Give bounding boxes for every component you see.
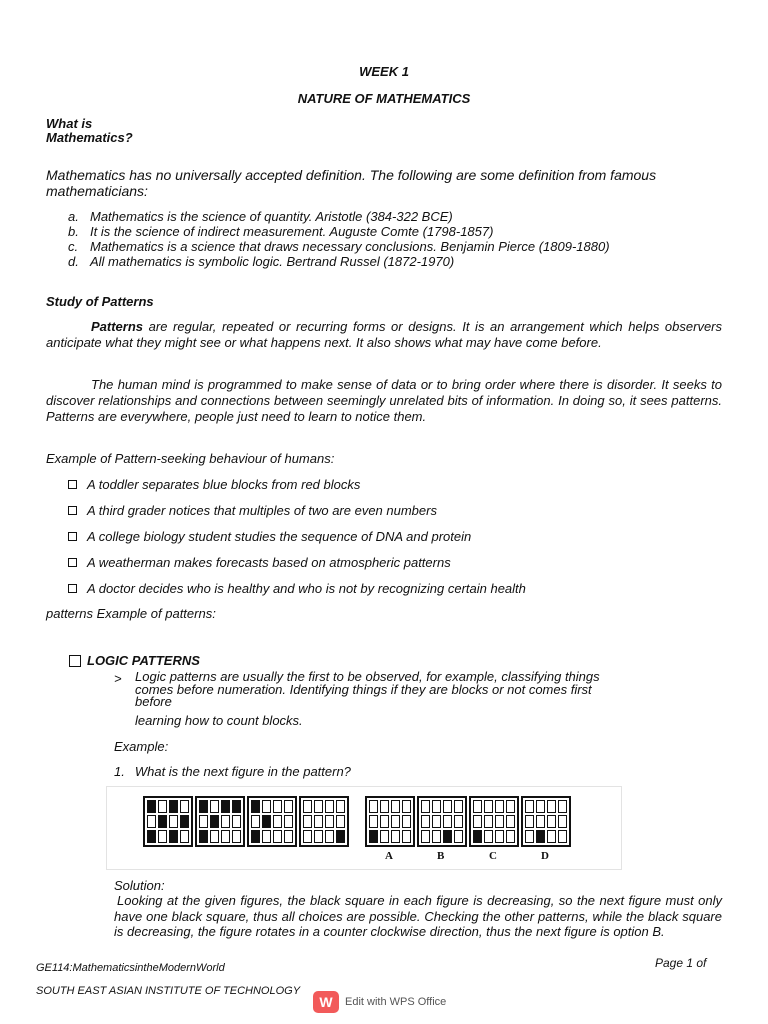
empty-square [506, 830, 515, 843]
empty-square [262, 800, 271, 813]
empty-square [484, 815, 493, 828]
list-text: A third grader notices that multiples of two are even numbers [87, 503, 437, 518]
empty-square [484, 800, 493, 813]
list-text: It is the science of indirect measurement. Auguste Comte (1798-1857) [90, 224, 494, 239]
empty-square [525, 800, 534, 813]
filled-square [221, 800, 230, 813]
option-figure [365, 796, 415, 847]
empty-square [180, 830, 189, 843]
empty-square [421, 815, 430, 828]
option-figure [417, 796, 467, 847]
empty-square [558, 815, 567, 828]
filled-square [262, 815, 271, 828]
list-item [68, 529, 471, 545]
empty-square [314, 815, 323, 828]
option-label: B [437, 850, 445, 862]
question-text: What is the next figure in the pattern? [134, 764, 351, 779]
logic-heading-text: LOGIC PATTERNS [87, 653, 200, 668]
empty-square [495, 830, 504, 843]
empty-square [558, 830, 567, 843]
empty-square [284, 830, 293, 843]
empty-square [495, 800, 504, 813]
section-heading-what-is [46, 117, 133, 145]
patterns-definition: are regular, repeated or recurring forms or designs. It is an arrangement which helps observers anticipate what they might see or what happens next. It also shows what may have come before. [46, 319, 722, 350]
filled-square [180, 815, 189, 828]
empty-square [454, 815, 463, 828]
empty-square [303, 815, 312, 828]
empty-square [251, 815, 260, 828]
filled-square [147, 830, 156, 843]
empty-square [536, 815, 545, 828]
empty-square [325, 815, 334, 828]
empty-square [147, 815, 156, 828]
empty-square [180, 800, 189, 813]
logic-heading [69, 653, 200, 668]
empty-square [380, 815, 389, 828]
empty-square [454, 800, 463, 813]
empty-square [273, 815, 282, 828]
filled-square [251, 800, 260, 813]
list-text: Mathematics is the science of quantity. Aristotle (384-322 BCE) [90, 209, 453, 224]
filled-square [473, 830, 482, 843]
filled-square [369, 830, 378, 843]
empty-square [402, 800, 411, 813]
empty-square [221, 815, 230, 828]
logic-line-4: learning how to count blocks. [135, 713, 303, 728]
checkbox-icon [68, 480, 77, 489]
empty-square [506, 815, 515, 828]
empty-square [369, 800, 378, 813]
list-label: b. [68, 224, 79, 239]
empty-square [314, 830, 323, 843]
empty-square [199, 815, 208, 828]
empty-square [273, 830, 282, 843]
empty-square [473, 800, 482, 813]
empty-square [402, 815, 411, 828]
footer-page: Page 1 of [655, 956, 707, 970]
empty-square [284, 800, 293, 813]
question-number: 1. [114, 764, 125, 779]
empty-square [380, 800, 389, 813]
empty-square [547, 815, 556, 828]
empty-square [432, 830, 441, 843]
list-text: A toddler separates blue blocks from red blocks [87, 477, 361, 492]
empty-square [547, 800, 556, 813]
checkbox-icon [69, 655, 81, 667]
empty-square [391, 830, 400, 843]
filled-square [210, 815, 219, 828]
empty-square [158, 800, 167, 813]
empty-square [443, 815, 452, 828]
sequence-figure [247, 796, 297, 847]
patterns-term: Patterns [91, 319, 144, 334]
question [114, 764, 351, 779]
section-heading-patterns: Study of Patterns [46, 294, 154, 309]
empty-square [495, 815, 504, 828]
filled-square [158, 815, 167, 828]
week-label: WEEK 1 [359, 64, 409, 79]
empty-square [525, 830, 534, 843]
list-item [68, 503, 437, 519]
empty-square [432, 815, 441, 828]
empty-square [536, 800, 545, 813]
empty-square [169, 815, 178, 828]
solution-label: Solution: [114, 878, 165, 893]
empty-square [421, 830, 430, 843]
list-item [68, 555, 451, 571]
empty-square [273, 800, 282, 813]
empty-square [284, 815, 293, 828]
filled-square [169, 830, 178, 843]
list-text: A weatherman makes forecasts based on atmospheric patterns [87, 555, 451, 570]
sequence-figure [143, 796, 193, 847]
empty-square [369, 815, 378, 828]
filled-square [336, 830, 345, 843]
option-label: A [385, 850, 393, 862]
empty-square [402, 830, 411, 843]
empty-square [506, 800, 515, 813]
option-figure [521, 796, 571, 847]
empty-square [421, 800, 430, 813]
empty-square [210, 800, 219, 813]
logic-line-2: comes before numeration. Identifying things if they are blocks or not comes first [135, 681, 592, 697]
option-label: C [489, 850, 497, 862]
empty-square [325, 830, 334, 843]
wps-edit-label: Edit with WPS Office [345, 996, 447, 1008]
empty-square [325, 800, 334, 813]
filled-square [199, 800, 208, 813]
empty-square [158, 830, 167, 843]
empty-square [525, 815, 534, 828]
example-intro: Example of Pattern-seeking behaviour of humans: [46, 451, 335, 466]
empty-square [314, 800, 323, 813]
empty-square [443, 800, 452, 813]
empty-square [391, 815, 400, 828]
checkbox-icon [68, 558, 77, 567]
option-figure [469, 796, 519, 847]
empty-square [262, 830, 271, 843]
checkbox-icon [68, 532, 77, 541]
patterns-paragraph-2: The human mind is programmed to make sense of data or to bring order where there is disorder. It seeks to discover relationships and connections between seemingly unrelated bits of information. In doing so, it sees patterns. Patterns are everywhere, people just need to learn to notice them. [46, 377, 722, 424]
example-label: Example: [114, 739, 169, 754]
sequence-figure [299, 796, 349, 847]
heading-line-2: Mathematics? [46, 130, 133, 145]
empty-square [454, 830, 463, 843]
logic-line-1: Logic patterns are usually the first to be observed, for example, classifying things [135, 669, 600, 684]
list-label: c. [68, 239, 79, 254]
list-label: d. [68, 254, 79, 269]
list-label: a. [68, 209, 79, 224]
filled-square [443, 830, 452, 843]
page-title: NATURE OF MATHEMATICS [297, 91, 471, 106]
empty-square [221, 830, 230, 843]
option-label: D [541, 850, 549, 862]
list-text: All mathematics is symbolic logic. Bertrand Russel (1872-1970) [90, 254, 455, 269]
list-text: A doctor decides who is healthy and who is not by recognizing certain health [87, 581, 526, 596]
list-item [68, 581, 526, 597]
empty-square [432, 800, 441, 813]
continuation-text: patterns Example of patterns: [46, 606, 216, 621]
wps-edit-link[interactable] [313, 991, 446, 1013]
patterns-paragraph-1 [46, 319, 722, 351]
checkbox-icon [68, 584, 77, 593]
filled-square [147, 800, 156, 813]
footer-school: SOUTH EAST ASIAN INSTITUTE OF TECHNOLOGY [36, 985, 301, 997]
wps-logo-icon: W [313, 991, 339, 1013]
intro-paragraph: Mathematics has no universally accepted definition. The following are some definition from famous mathematicians: [46, 167, 657, 199]
empty-square [232, 830, 241, 843]
empty-square [473, 815, 482, 828]
filled-square [169, 800, 178, 813]
empty-square [547, 830, 556, 843]
pattern-figure [106, 786, 622, 870]
empty-square [303, 830, 312, 843]
solution-text: Looking at the given figures, the black square in each figure is decreasing, so the next figure must only have one black square, thus all choices are possible. Checking the other patterns, while the black square is decreasing, the figure rotates in a counter clockwise direction, thus the next figure is option B. [114, 893, 722, 939]
list-text: A college biology student studies the sequence of DNA and protein [87, 529, 472, 544]
filled-square [199, 830, 208, 843]
empty-square [380, 830, 389, 843]
empty-square [484, 830, 493, 843]
definitions-list [68, 209, 738, 273]
filled-square [251, 830, 260, 843]
empty-square [210, 830, 219, 843]
logic-description [135, 671, 600, 709]
empty-square [232, 815, 241, 828]
footer-course: GE114:MathematicsintheModernWorld [36, 962, 225, 974]
empty-square [336, 815, 345, 828]
filled-square [232, 800, 241, 813]
empty-square [391, 800, 400, 813]
logic-line-3: before [135, 694, 172, 709]
empty-square [303, 800, 312, 813]
list-item [68, 477, 360, 493]
checkbox-icon [68, 506, 77, 515]
sequence-figure [195, 796, 245, 847]
arrow-bullet: > [114, 671, 122, 686]
empty-square [558, 800, 567, 813]
filled-square [536, 830, 545, 843]
empty-square [336, 800, 345, 813]
list-text: Mathematics is a science that draws necessary conclusions. Benjamin Pierce (1809-1880) [90, 239, 610, 254]
heading-line-1: What is [46, 116, 93, 131]
